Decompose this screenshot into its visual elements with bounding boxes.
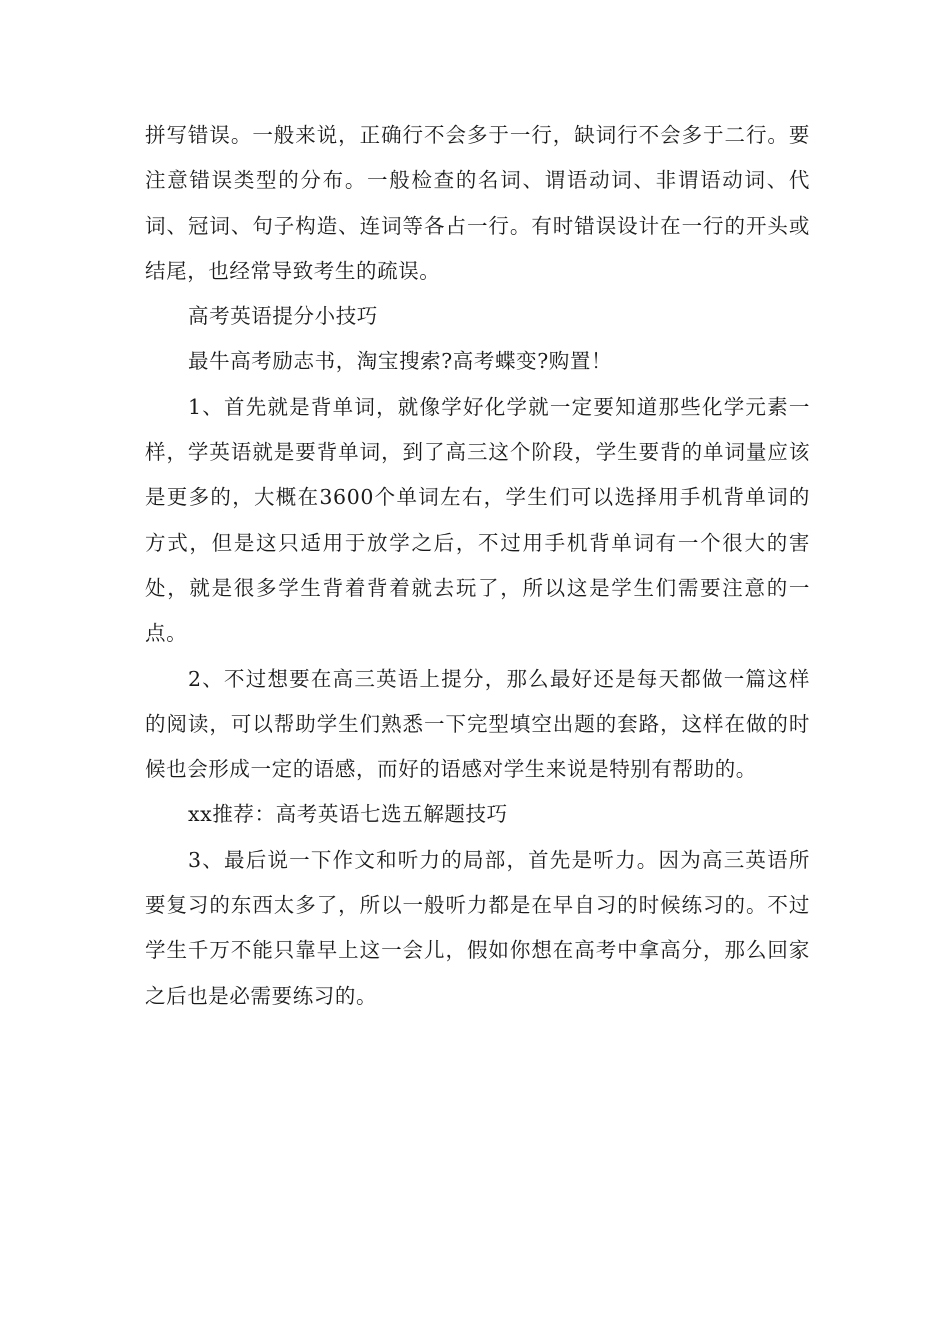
section-heading: 高考英语提分小技巧: [188, 304, 378, 329]
paragraph-continuation: 拼写错误。一般来说，正确行不会多于一行，缺词行不会多于二行。要注意错误类型的分布。一般检查的名词、谓语动词、非谓语动词、代词、冠词、句子构造、连词等各占一行。有时错误设计在一行的开头或结尾，也经常导致考生的疏误。: [145, 123, 810, 283]
recommendation-line: xx推荐：高考英语七选五解题技巧: [188, 802, 508, 827]
promo-line: 最牛高考励志书，淘宝搜索?高考蝶变?购置！: [188, 349, 613, 374]
tip-2-paragraph: 2、不过想要在高三英语上提分，那么最好还是每天都做一篇这样的阅读，可以帮助学生们熟悉一下完型填空出题的套路，这样在做的时候也会形成一定的语感，而好的语感对学生来说是特别有帮助的。: [145, 666, 810, 782]
tip-1-paragraph: 1、首先就是背单词，就像学好化学就一定要知道那些化学元素一样，学英语就是要背单词，到了高三这个阶段，学生要背的单词量应该是更多的，大概在3600个单词左右，学生们可以选择用手机背单词的方式，但是这只适用于放学之后，不过用手机背单词有一个很大的害处，就是很多学生背着背着就去玩了，所以这是学生们需要注意的一点。: [145, 394, 810, 646]
tip-3-paragraph: 3、最后说一下作文和听力的局部，首先是听力。因为高三英语所要复习的东西太多了，所以一般听力都是在早自习的时候练习的。不过学生千万不能只靠早上这一会儿，假如你想在高考中拿高分，那么回家之后也是必需要练习的。: [145, 847, 810, 1008]
document-body: [145, 113, 810, 1019]
